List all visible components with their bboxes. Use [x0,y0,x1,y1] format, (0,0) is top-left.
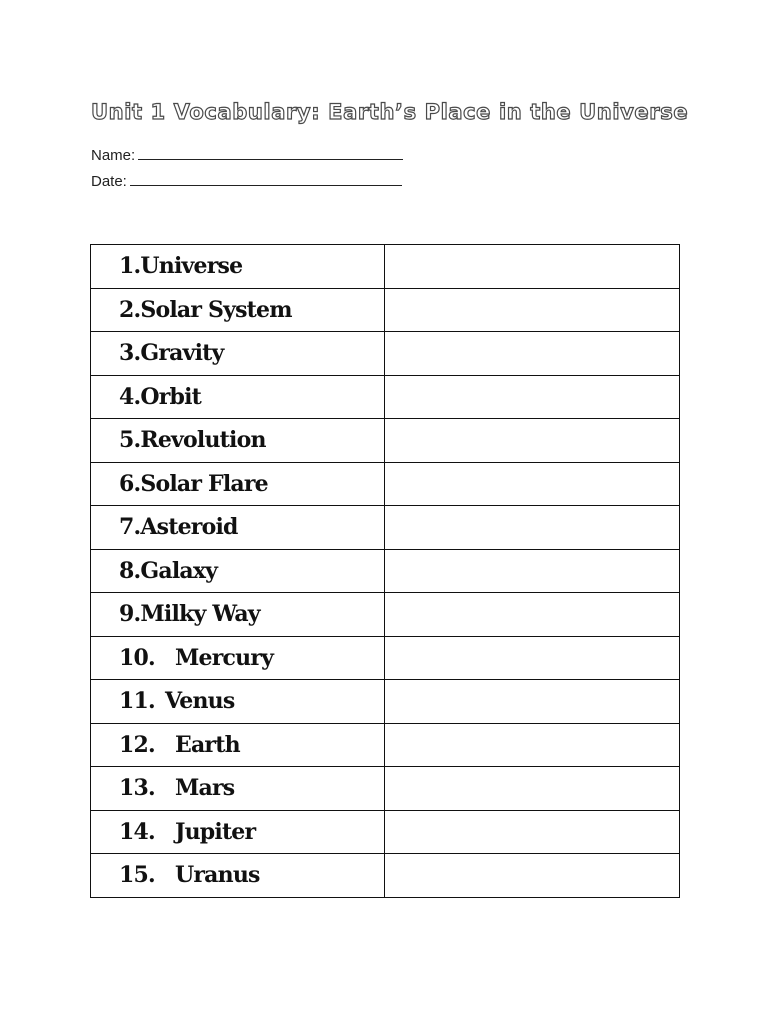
term-number: 10. [119,644,155,671]
term-word: Uranus [175,862,260,889]
term-word: Solar System [140,296,292,323]
term-number: 3. [119,340,141,367]
term-word: Universe [140,253,243,280]
term-cell [91,810,385,854]
definition-cell[interactable] [385,723,680,767]
term-word: Orbit [140,383,202,410]
name-blank-line[interactable] [138,145,403,160]
term-cell [91,636,385,680]
term-cell [91,593,385,637]
term-word: Mars [175,775,235,802]
term-number: 4. [119,383,141,410]
term-word: Gravity [140,340,224,367]
definition-cell[interactable] [385,810,680,854]
term-cell [91,549,385,593]
table-row [91,506,680,550]
term-number: 7. [119,514,141,541]
term-cell [91,767,385,811]
term-number: 2. [119,296,141,323]
term-cell [91,854,385,898]
term-number: 15. [119,862,155,889]
term-word: Galaxy [140,557,218,584]
term-word: Jupiter [175,818,256,845]
table-row [91,680,680,724]
vocabulary-table-body [91,245,680,898]
term-number: 9. [119,601,141,628]
term-word: Milky Way [140,601,260,628]
term-cell [91,506,385,550]
term-number: 1. [119,253,141,280]
term-word: Revolution [140,427,266,454]
table-row [91,854,680,898]
table-row [91,419,680,463]
date-label: Date: [91,173,127,190]
table-row [91,636,680,680]
term-cell [91,419,385,463]
date-field[interactable] [91,171,402,190]
term-word: Solar Flare [140,470,268,497]
term-cell [91,723,385,767]
table-row [91,462,680,506]
term-number: 11. [119,688,155,715]
definition-cell[interactable] [385,549,680,593]
table-row [91,375,680,419]
term-number: 12. [119,731,155,758]
term-number: 6. [119,470,141,497]
table-row [91,723,680,767]
definition-cell[interactable] [385,854,680,898]
term-number: 14. [119,818,155,845]
term-number: 13. [119,775,155,802]
date-blank-line[interactable] [130,171,402,186]
term-cell [91,288,385,332]
term-word: Asteroid [140,514,238,541]
term-number: 5. [119,427,141,454]
definition-cell[interactable] [385,636,680,680]
table-row [91,332,680,376]
term-cell [91,332,385,376]
term-cell [91,680,385,724]
table-row [91,593,680,637]
table-row [91,767,680,811]
name-field[interactable] [91,145,403,164]
term-cell [91,245,385,289]
table-row [91,245,680,289]
definition-cell[interactable] [385,245,680,289]
definition-cell[interactable] [385,462,680,506]
definition-cell[interactable] [385,332,680,376]
term-cell [91,375,385,419]
definition-cell[interactable] [385,680,680,724]
term-word: Venus [165,688,235,715]
term-number: 8. [119,557,141,584]
definition-cell[interactable] [385,375,680,419]
definition-cell[interactable] [385,288,680,332]
definition-cell[interactable] [385,593,680,637]
term-word: Earth [175,731,240,758]
definition-cell[interactable] [385,767,680,811]
definition-cell[interactable] [385,419,680,463]
table-row [91,810,680,854]
definition-cell[interactable] [385,506,680,550]
term-cell [91,462,385,506]
table-row [91,288,680,332]
term-word: Mercury [175,644,274,671]
table-row [91,549,680,593]
page-title: Unit 1 Vocabulary: Earth’s Place in the Universe [91,100,689,124]
vocabulary-table [90,244,680,898]
name-label: Name: [91,147,136,164]
